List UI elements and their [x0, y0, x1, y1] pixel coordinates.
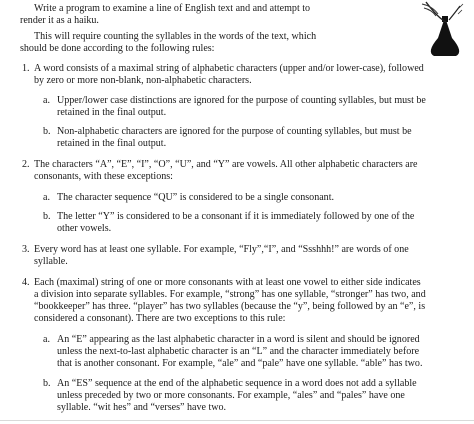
- subrule-text: retained in the final output.: [57, 107, 167, 118]
- rule-number: 1.: [22, 63, 30, 74]
- rule-text: Every word has at least one syllable. For example, “Fly”,“I”, and “Ssshhh!” are words of one: [34, 244, 409, 255]
- subrule-text: retained in the final output.: [57, 138, 167, 149]
- subrule-text: unless the next-to-last alphabetic character is an “L” and the character immediately before: [57, 346, 420, 357]
- subrule-text: An “E” appearing as the last alphabetic character in a word is silent and should be ignored: [57, 334, 420, 345]
- subrule-text: The letter “Y” is considered to be a consonant if it is immediately followed by one of the: [57, 211, 415, 222]
- subrule-text: An “ES” sequence at the end of the alphabetic sequence in a word does not add a syllable: [57, 378, 417, 389]
- subrule-marker: a.: [43, 334, 50, 345]
- subrule-marker: b.: [43, 211, 51, 222]
- subrule-text: The character sequence “QU” is considered to be a single consonant.: [57, 192, 335, 203]
- rule-text: Each (maximal) string of one or more consonants with at least one vowel to either side indicates: [34, 277, 421, 288]
- subrule-marker: a.: [43, 95, 50, 106]
- subrule-text: unless preceded by two or more consonants. For example, “ales” and “pales” have one: [57, 390, 405, 401]
- subrule-text: syllable. “wit hes” and “verses” have two.: [57, 402, 227, 413]
- ink-bottle-quill-icon: [416, 0, 474, 62]
- rule-number: 3.: [22, 244, 30, 255]
- subrule-marker: b.: [43, 378, 51, 389]
- rule-text: The characters “A”, “E”, “I”, “O”, “U”, and “Y” are vowels. All other alphabetic characters are: [34, 159, 418, 170]
- subrule-text: Upper/lower case distinctions are ignored for the purpose of counting syllables, but must be: [57, 95, 426, 106]
- subrule-text: other vowels.: [57, 223, 112, 234]
- rule-text: syllable.: [34, 256, 68, 267]
- subrule-text: that is another consonant. For example, “ale” and “pale” have one syllable. “able” has two.: [57, 358, 423, 369]
- rule-text: considered a consonant). There are two exceptions to this rule:: [34, 313, 286, 324]
- rule-text: A word consists of a maximal string of alphabetic characters (upper and/or lower-case), followed: [34, 63, 424, 74]
- intro-line: Write a program to examine a line of English text and and attempt to: [34, 3, 311, 14]
- rule-number: 4.: [22, 277, 30, 288]
- subrule-text: Non-alphabetic characters are ignored for the purpose of counting syllables, but must be: [57, 126, 412, 137]
- intro-line: should be done according to the following rules:: [20, 43, 215, 54]
- bottom-divider: [0, 420, 474, 421]
- subrule-marker: b.: [43, 126, 51, 137]
- intro-line: This will require counting the syllables in the words of the text, which: [34, 31, 317, 42]
- rule-text: “bookkeeper” has three. “player” has two syllables (because the “y”, being followed by an “e”, is: [34, 301, 426, 312]
- rule-text: by zero or more non-blank, non-alphabetic characters.: [34, 75, 252, 86]
- rule-text: a division into separate syllables. For example, “strong” has one syllable, “stronger” has two, and: [34, 289, 426, 300]
- subrule-marker: a.: [43, 192, 50, 203]
- rule-number: 2.: [22, 159, 30, 170]
- rule-text: consonants, with these exceptions:: [34, 171, 173, 182]
- intro-line: render it as a haiku.: [20, 15, 99, 26]
